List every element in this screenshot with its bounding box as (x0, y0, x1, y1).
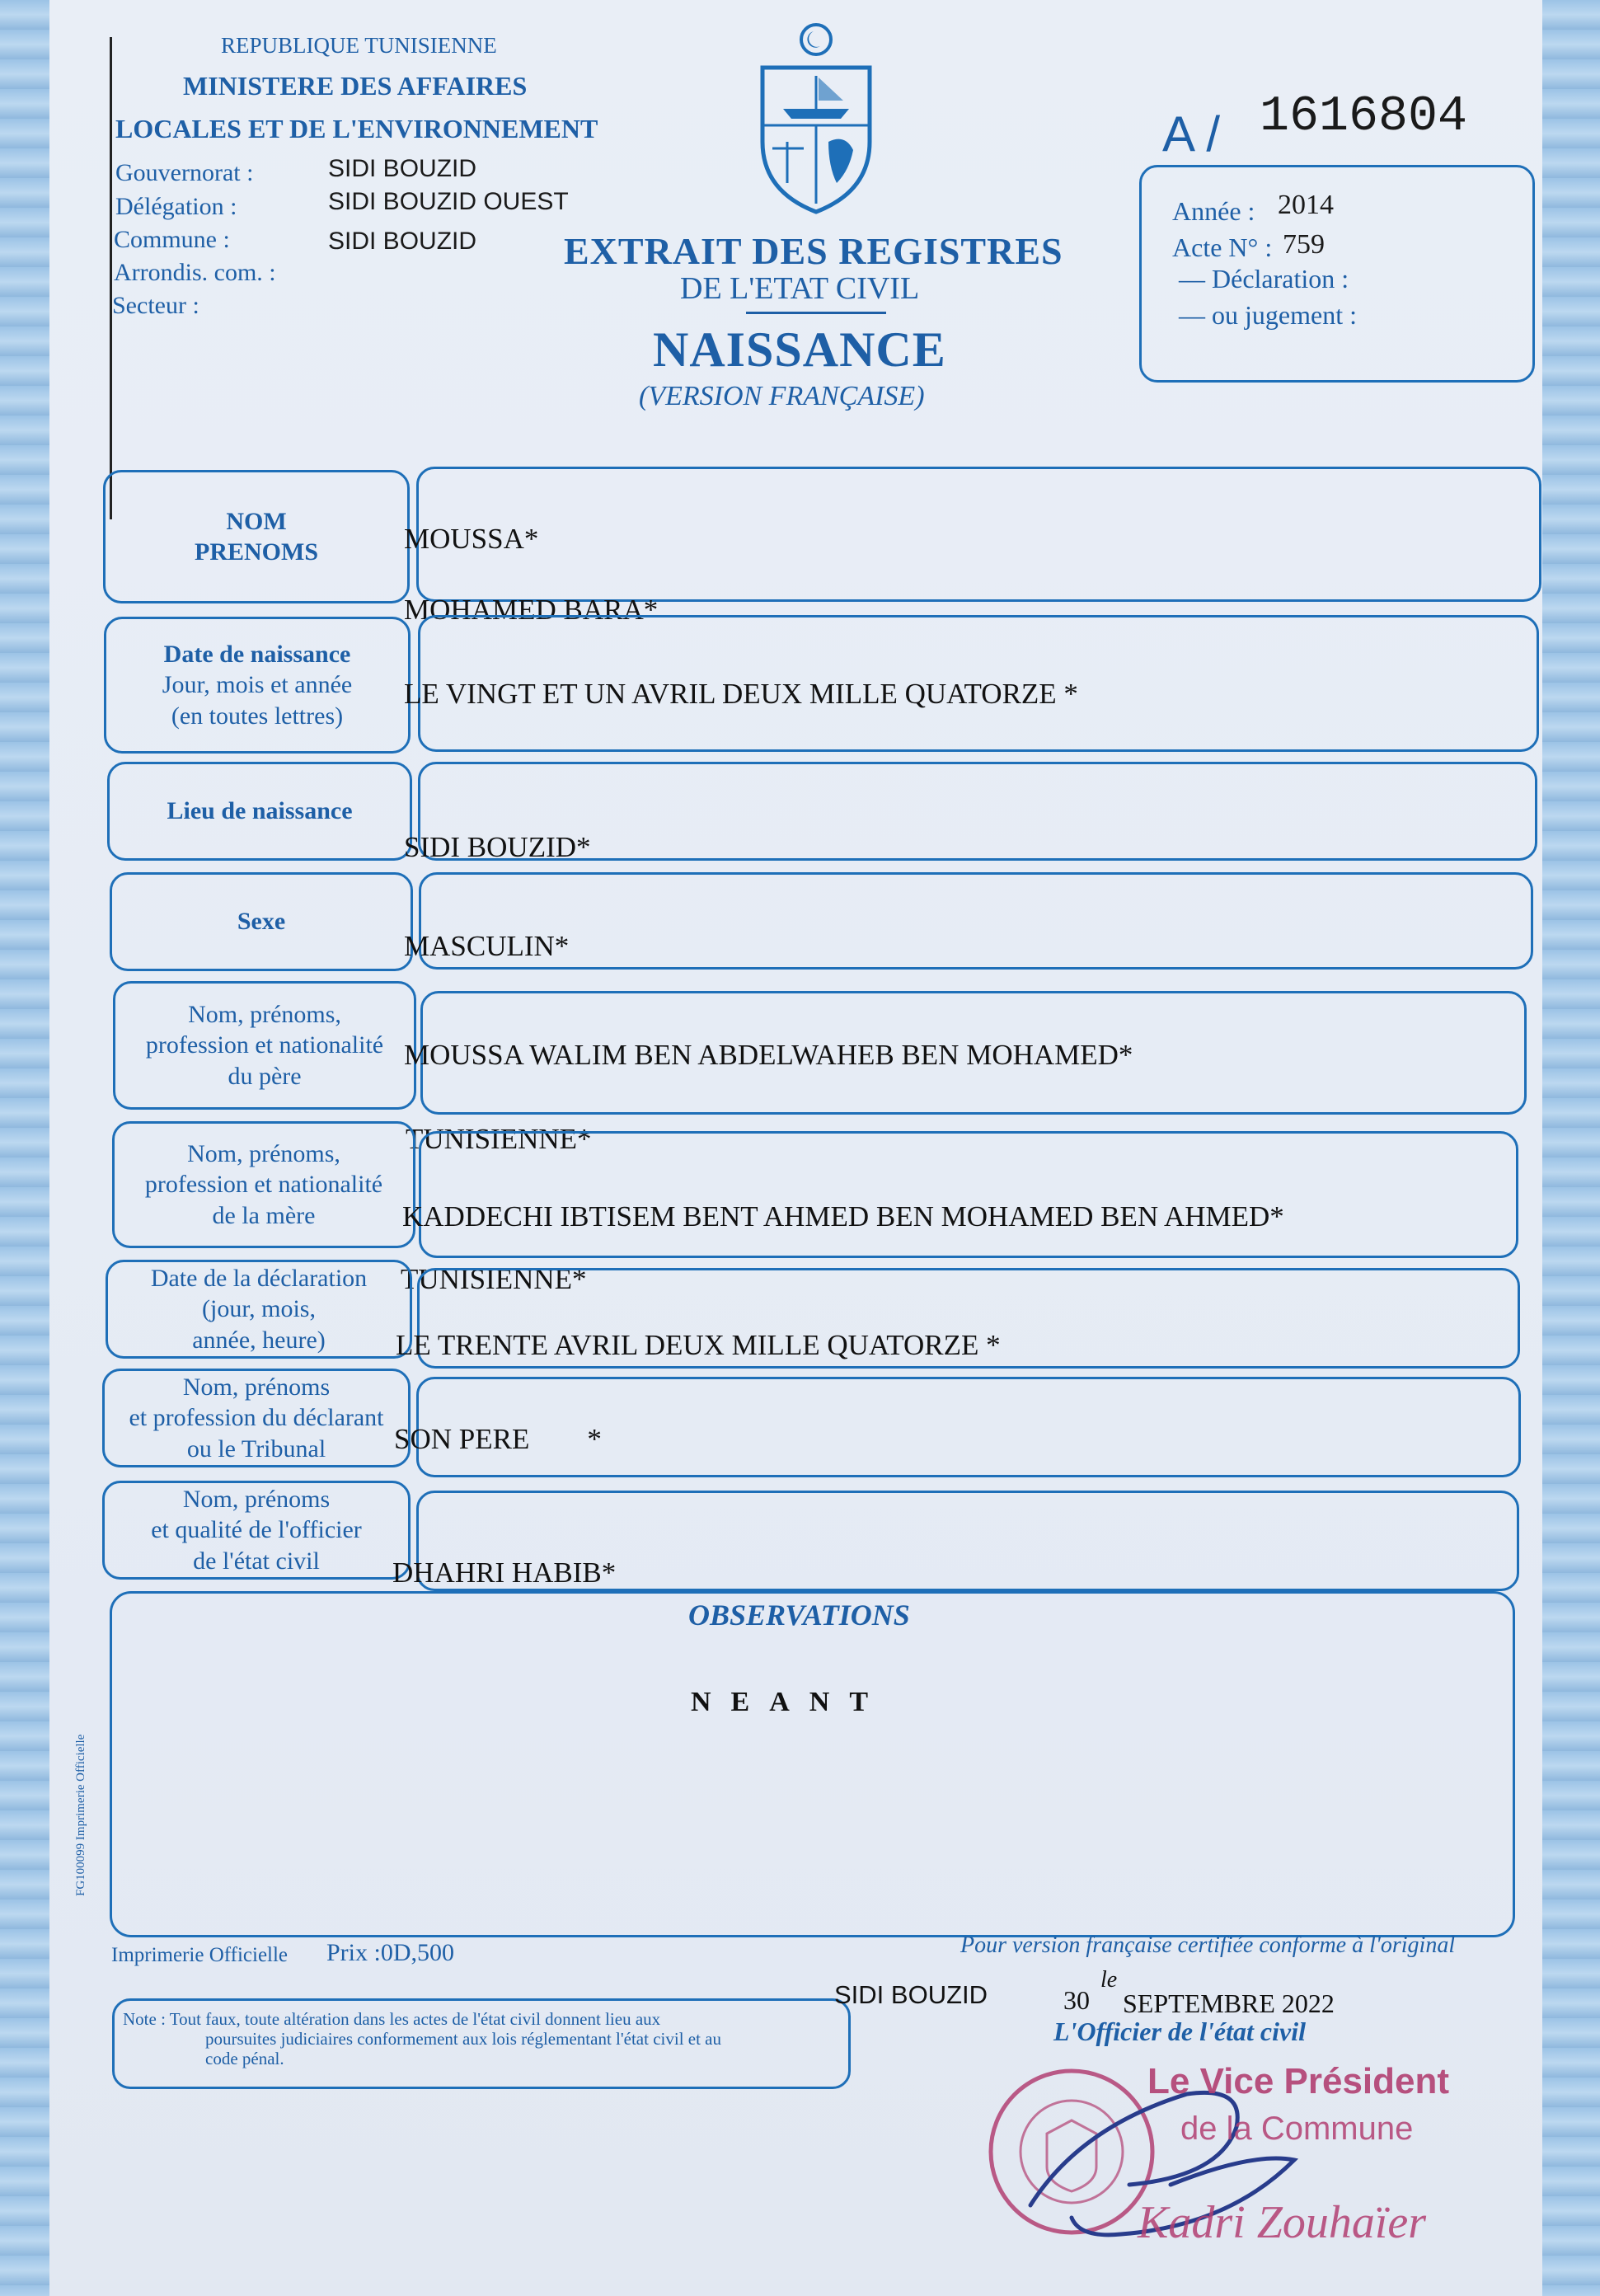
form-reference: FG100099 Imprimerie Officielle (74, 1734, 87, 1896)
prenoms-value: MOHAMED BARA* (404, 594, 659, 626)
mother-label-box (112, 1121, 415, 1248)
officer-label-2: et qualité de l'officier (151, 1516, 362, 1544)
birth-date-sublabel-2: (en toutes lettres) (171, 702, 344, 730)
mother-value: KADDECHI IBTISEM BENT AHMED BEN MOHAMED BEN AHMED* (402, 1200, 1284, 1233)
declarant-label-3: ou le Tribunal (186, 1434, 326, 1463)
decorative-border-right (1542, 0, 1600, 2296)
father-nationality: TUNISIENNE* (406, 1123, 592, 1155)
republic-name: REPUBLIQUE TUNISIENNE (221, 33, 497, 58)
father-label-3: du père (228, 1062, 302, 1090)
birth-place-value: SIDI BOUZID* (404, 831, 591, 863)
observations-box (110, 1591, 1515, 1937)
ministry-line-1: MINISTERE DES AFFAIRES (183, 71, 528, 101)
officer-label-1: Nom, prénoms (182, 1485, 331, 1513)
prenoms-label: PRENOMS (195, 538, 318, 566)
gouvernorat-value: SIDI BOUZID (328, 155, 477, 182)
issue-city: SIDI BOUZID (834, 1980, 988, 2009)
header-rule (110, 37, 112, 519)
officer-label-box (102, 1481, 411, 1580)
acte-label: Acte N° : (1172, 232, 1273, 262)
nom-value: MOUSSA* (404, 523, 539, 555)
declaration-label: — Déclaration : (1179, 264, 1349, 293)
observations-value: NEANT (691, 1687, 889, 1717)
officer-label-3: de l'état civil (193, 1547, 320, 1575)
stamp-signatory: Kadri Zouhaïer (1138, 2197, 1427, 2248)
mother-nationality: TUNISIENNE* (401, 1263, 587, 1295)
acte-value: 759 (1283, 229, 1325, 260)
commune-label: Commune : (114, 226, 230, 253)
birth-date-label-box (104, 617, 411, 754)
birth-date-label: Date de naissance (163, 640, 351, 668)
stamp-subtitle: de la Commune (1180, 2111, 1414, 2147)
declarant-label-box (102, 1369, 411, 1467)
father-label-2: profession et nationalité (145, 1031, 384, 1059)
stamp-title: Le Vice Président (1147, 2061, 1450, 2101)
father-label-1: Nom, prénoms, (188, 1000, 341, 1028)
document-type: NAISSANCE (653, 322, 946, 377)
legal-note-line-1: Note : Tout faux, toute altération dans les actes de l'état civil donnent lieu aux (123, 2009, 661, 2029)
sex-value-box (419, 872, 1533, 970)
declarant-label-1: Nom, prénoms (182, 1373, 331, 1401)
coat-of-arms-icon (746, 18, 886, 216)
birth-date-value: LE VINGT ET UN AVRIL DEUX MILLE QUATORZE * (404, 678, 1078, 710)
document-title: EXTRAIT DES REGISTRES (564, 230, 1063, 272)
birth-date-sublabel-1: Jour, mois et année (162, 671, 353, 699)
father-value: MOUSSA WALIM BEN ABDELWAHEB BEN MOHAMED* (404, 1039, 1133, 1071)
declaration-date-label-3: année, heure) (192, 1326, 326, 1354)
declaration-date-label-box (106, 1260, 412, 1359)
serial-prefix: A / (1162, 106, 1221, 162)
declaration-date-label-2: (jour, mois, (202, 1295, 316, 1323)
issue-month-year: SEPTEMBRE 2022 (1123, 1988, 1335, 2018)
document-version: (VERSION FRANÇAISE) (639, 381, 925, 411)
printer-name: Imprimerie Officielle (111, 1944, 289, 1966)
nom-value-box (416, 467, 1541, 602)
mother-label-1: Nom, prénoms, (187, 1139, 340, 1167)
mother-label-3: de la mère (212, 1201, 316, 1229)
issue-day: 30 (1063, 1985, 1090, 2015)
legal-note-line-3: code pénal. (205, 2049, 284, 2069)
document-subtitle: DE L'ETAT CIVIL (680, 271, 920, 306)
nom-label-box (103, 470, 410, 603)
serial-number: 1616804 (1260, 89, 1468, 145)
sex-value: MASCULIN* (404, 930, 570, 962)
arrondissement-label: Arrondis. com. : (114, 259, 276, 286)
officer-title: L'Officier de l'état civil (1053, 2017, 1306, 2046)
birth-place-label-box (107, 762, 412, 861)
certification-statement: Pour version française certifiée conforme à l'original (960, 1932, 1456, 1958)
sex-label: Sexe (237, 908, 286, 936)
declaration-date-value: LE TRENTE AVRIL DEUX MILLE QUATORZE * (396, 1329, 1001, 1361)
ministry-line-2: LOCALES ET DE L'ENVIRONNEMENT (115, 114, 598, 143)
annee-label: Année : (1172, 196, 1255, 226)
declaration-date-label-1: Date de la déclaration (150, 1264, 368, 1292)
delegation-value: SIDI BOUZID OUEST (328, 188, 569, 215)
birth-place-label: Lieu de naissance (167, 797, 353, 825)
annee-value: 2014 (1278, 190, 1334, 220)
jugement-label: — ou jugement : (1179, 300, 1357, 330)
officer-value: DHAHRI HABIB* (392, 1556, 617, 1589)
mother-value-box (419, 1131, 1518, 1258)
delegation-label: Délégation : (115, 193, 237, 220)
sex-label-box (110, 872, 413, 971)
legal-note-line-2: poursuites judiciaires conformement aux lois réglementant l'état civil et au (205, 2029, 722, 2049)
legal-note (112, 1998, 851, 2089)
commune-value: SIDI BOUZID (328, 228, 477, 255)
mother-label-2: profession et nationalité (144, 1171, 383, 1199)
declarant-value: SON PERE * (394, 1423, 602, 1455)
price: Prix :0D,500 (326, 1939, 455, 1966)
observations-title: OBSERVATIONS (688, 1599, 910, 1632)
title-underline (746, 312, 886, 314)
secteur-label: Secteur : (112, 292, 199, 319)
nom-label: NOM (226, 507, 287, 535)
declarant-label-2: et profession du déclarant (129, 1404, 384, 1432)
issue-le: le (1100, 1967, 1118, 1993)
decorative-border-left (0, 0, 49, 2296)
gouvernorat-label: Gouvernorat : (115, 159, 254, 186)
father-label-box (113, 981, 416, 1110)
